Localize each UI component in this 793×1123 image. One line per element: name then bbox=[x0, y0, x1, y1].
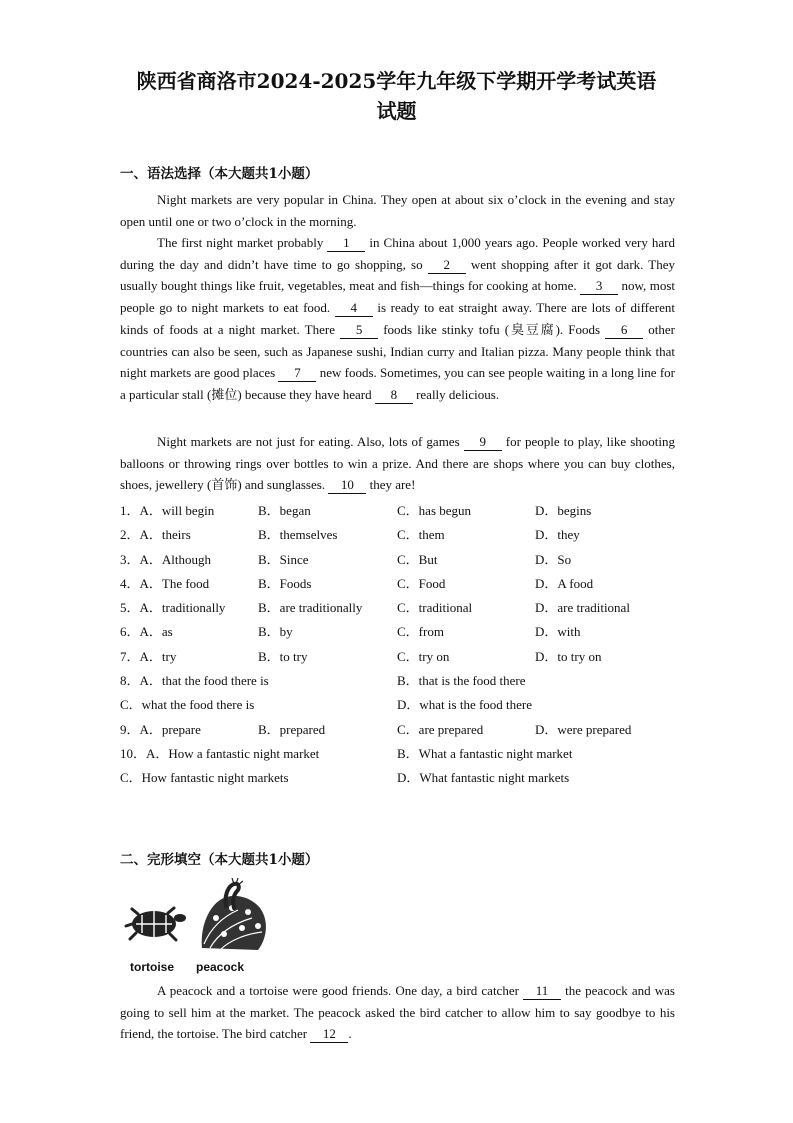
page-title bbox=[100, 66, 693, 126]
answer-blank[interactable]: 12 bbox=[310, 1026, 348, 1043]
answer-choice[interactable]: 3．A．Although bbox=[120, 551, 212, 567]
answer-choice[interactable]: D．to try on bbox=[535, 648, 602, 664]
passage-text: went shopping after it got dark. They usually bought things like fruit, vegetables, meat and fish—things for cooking at home. bbox=[120, 256, 676, 294]
answer-choice[interactable]: C．what the food there is bbox=[120, 697, 255, 713]
tortoise-peacock-figure bbox=[120, 878, 280, 978]
tortoise-icon bbox=[126, 908, 186, 940]
answer-choice[interactable]: D．begins bbox=[535, 503, 592, 518]
peacock-label: peacock bbox=[196, 960, 245, 974]
passage-text: Night markets are not just for eating. Also, lots of games bbox=[157, 434, 464, 449]
answer-choice[interactable]: C．try on bbox=[397, 648, 450, 664]
title-line-1: 陕西省商洛市2024-2025学年九年级下学期开学考试英语 bbox=[136, 69, 657, 93]
answer-blank[interactable]: 5 bbox=[340, 322, 378, 339]
answer-choice[interactable]: C．are prepared bbox=[397, 721, 484, 737]
passage2-paragraph-1 bbox=[120, 980, 675, 1045]
peacock-icon bbox=[202, 878, 266, 950]
option-row bbox=[120, 694, 680, 718]
answer-choice[interactable]: C．has begun bbox=[397, 503, 472, 518]
answer-choice[interactable]: C．traditional bbox=[397, 600, 473, 616]
answer-choice[interactable]: B．began bbox=[258, 503, 311, 518]
answer-blank[interactable]: 7 bbox=[278, 365, 316, 382]
answer-choice[interactable]: D．are traditional bbox=[535, 600, 630, 616]
answer-choice[interactable]: 9．A．prepare bbox=[120, 721, 201, 737]
answer-blank[interactable]: 11 bbox=[523, 983, 561, 1000]
answer-choice[interactable]: D．they bbox=[535, 527, 580, 543]
option-row bbox=[120, 597, 680, 621]
passage-text: A peacock and a tortoise were good friends. One day, a bird catcher bbox=[157, 983, 524, 998]
answer-choice[interactable]: C．How fantastic night markets bbox=[120, 770, 289, 786]
option-row bbox=[120, 743, 680, 767]
passage1-paragraph-1: Night markets are very popular in China. They open at about six o’clock in the evening and stay open until one or two o’clock in the morning. bbox=[120, 192, 675, 229]
option-row bbox=[120, 524, 680, 548]
option-row bbox=[120, 767, 680, 791]
answer-choice[interactable]: B．themselves bbox=[258, 527, 338, 543]
answer-blank[interactable]: 4 bbox=[335, 300, 373, 317]
answer-choice[interactable]: 8．A．that the food there is bbox=[120, 673, 269, 689]
passage-text: they are! bbox=[366, 477, 416, 493]
answer-choice[interactable]: C．Food bbox=[397, 575, 446, 591]
passage-text: the peacock and was going to sell him at the market. The peacock asked the bird catcher to allow him to say goodbye to his friend, the tortoise. The bird catcher bbox=[120, 983, 675, 1042]
option-row bbox=[120, 573, 680, 597]
passage-text: is ready to eat straight away. There are lots of different kinds of foods at a night market. There bbox=[120, 300, 675, 337]
option-row bbox=[120, 500, 680, 524]
answer-blank[interactable]: 3 bbox=[580, 278, 618, 295]
answer-choice[interactable]: D．what is the food there bbox=[397, 697, 533, 713]
answer-blank[interactable]: 2 bbox=[428, 257, 466, 274]
passage-text: foods like stinky tofu (臭豆腐). Foods bbox=[378, 321, 606, 337]
option-row bbox=[120, 719, 680, 743]
answer-blank[interactable]: 1 bbox=[327, 235, 365, 252]
option-row bbox=[120, 646, 680, 670]
answer-choice[interactable]: 5．A．traditionally bbox=[120, 600, 226, 616]
answer-blank[interactable]: 6 bbox=[605, 322, 643, 339]
option-row bbox=[120, 621, 680, 645]
section-heading-cloze: 二、完形填空（本大题共1小题） bbox=[120, 852, 319, 868]
answer-choice[interactable]: B．Since bbox=[258, 551, 309, 567]
passage-text: for people to play, like shooting balloons or throwing rings over bottles to win a prize. And there are shops where you can buy clothes, shoes, jewellery (首饰) and sunglasses. bbox=[120, 434, 675, 493]
title-line-2: 试题 bbox=[376, 99, 417, 123]
option-row bbox=[120, 549, 680, 573]
section-heading-grammar: 一、语法选择（本大题共1小题） bbox=[120, 166, 319, 182]
tortoise-peacock-illustration bbox=[120, 878, 280, 958]
answer-choice[interactable]: D．So bbox=[535, 551, 572, 567]
answer-choice[interactable]: 1．A．will begin bbox=[120, 503, 215, 518]
passage1-paragraph-2 bbox=[120, 232, 675, 406]
answer-choice[interactable]: D．with bbox=[535, 624, 581, 640]
answer-choice[interactable]: 10．A．How a fantastic night market bbox=[120, 745, 320, 761]
answer-choice[interactable]: D．What fantastic night markets bbox=[397, 770, 570, 786]
answer-choice[interactable]: B．What a fantastic night market bbox=[397, 745, 573, 761]
passage1-paragraph-3 bbox=[120, 431, 675, 496]
passage-text: The first night market probably bbox=[157, 235, 328, 250]
answer-choice[interactable]: B．Foods bbox=[258, 575, 312, 591]
passage-text: . bbox=[348, 1026, 352, 1042]
answer-choice[interactable]: 2．A．theirs bbox=[120, 527, 191, 543]
answer-choice[interactable]: 4．A．The food bbox=[120, 575, 210, 591]
answer-choice[interactable]: D．were prepared bbox=[535, 721, 632, 737]
answer-choice[interactable]: B．prepared bbox=[258, 721, 326, 737]
answer-choice[interactable]: B．by bbox=[258, 624, 293, 640]
options-list bbox=[120, 500, 680, 792]
answer-blank[interactable]: 8 bbox=[375, 387, 413, 404]
answer-choice[interactable]: B．that is the food there bbox=[397, 673, 526, 689]
passage-text: in China about 1,000 years ago. People worked very hard during the day and didn’t have time to go shopping, so bbox=[120, 235, 676, 272]
answer-choice[interactable]: B．to try bbox=[258, 648, 308, 664]
answer-choice[interactable]: C．them bbox=[397, 527, 445, 543]
passage-text: really delicious. bbox=[412, 386, 500, 402]
passage-text: other countries can also be seen, such as Japanese sushi, Indian curry and Italian pizza. Many people think that night markets are good places bbox=[120, 321, 675, 381]
answer-blank[interactable]: 9 bbox=[464, 434, 502, 451]
answer-choice[interactable]: C．But bbox=[397, 551, 438, 567]
passage-text: new foods. Sometimes, you can see people waiting in a long line for a particular stall (摊位) because they have heard bbox=[120, 365, 675, 402]
tortoise-label: tortoise bbox=[130, 960, 175, 974]
answer-choice[interactable]: 7．A．try bbox=[120, 648, 177, 664]
answer-choice[interactable]: 6．A．as bbox=[120, 624, 173, 640]
answer-blank[interactable]: 10 bbox=[328, 477, 366, 494]
passage-text: now, most people go to night markets to eat food. bbox=[120, 278, 676, 316]
answer-choice[interactable]: B．are traditionally bbox=[258, 600, 363, 616]
answer-choice[interactable]: D．A food bbox=[535, 575, 594, 591]
answer-choice[interactable]: C．from bbox=[397, 624, 444, 640]
option-row bbox=[120, 670, 680, 694]
